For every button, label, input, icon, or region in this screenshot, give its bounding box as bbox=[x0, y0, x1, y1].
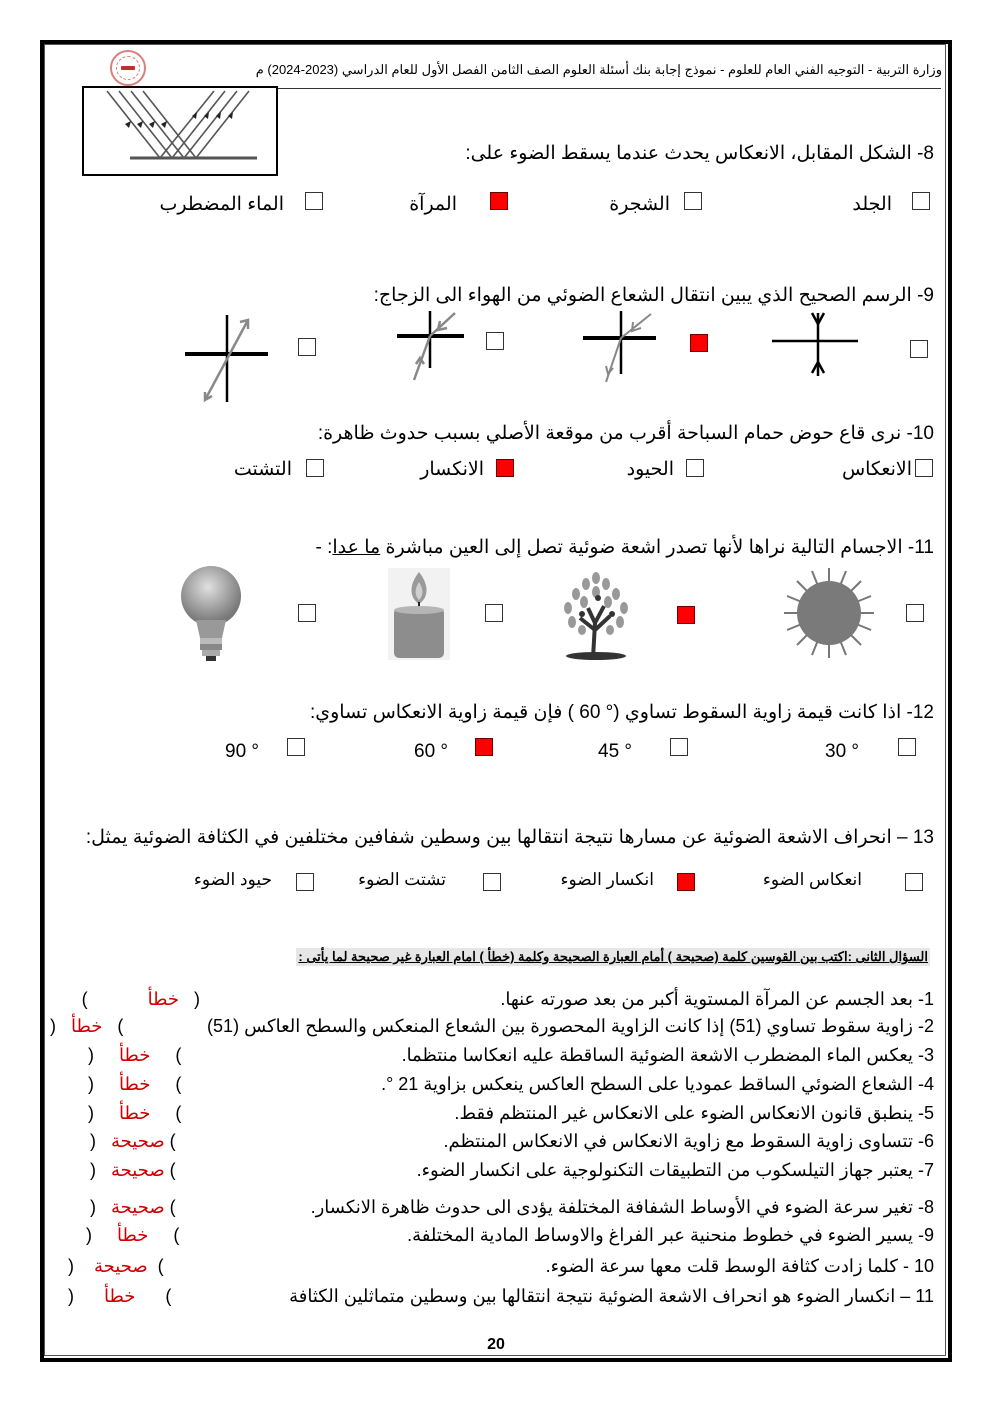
question-10-text: 10- نرى قاع حوض حمام السباحة أقرب من موقعة الأصلي بسبب حدوث ظاهرة: bbox=[317, 423, 934, 444]
header-title: وزارة التربية - التوجيه الفني العام للعلوم - نموذج إجابة بنك أسئلة العلوم الصف الثامن الفصل الأول للعام الدراسي (2023-2024) م bbox=[255, 62, 942, 77]
q12-option-1-checkbox[interactable] bbox=[898, 738, 916, 756]
statement-5-answer: ) خطأ ( bbox=[88, 1103, 182, 1123]
statement-2-answer: ) خطأ ( bbox=[50, 1016, 124, 1036]
ministry-seal-icon bbox=[110, 50, 146, 86]
statement-7: 7- يعتبر جهاز التيلسكوب من التطبيقات التكنولوجية على انكسار الضوء. bbox=[416, 1160, 934, 1180]
q8-option-2-label: الشجرة bbox=[609, 194, 670, 215]
q10-option-2-label: الحيود bbox=[626, 459, 674, 480]
statement-6-answer: ) صحيحة ( bbox=[90, 1131, 176, 1151]
q13-option-1-label: انعكاس الضوء bbox=[762, 870, 862, 889]
diagram-option-2-icon bbox=[392, 306, 482, 386]
question-11-end: : - bbox=[315, 537, 333, 558]
question-8-text: 8- الشكل المقابل، الانعكاس يحدث عندما يسقط الضوء على: bbox=[465, 143, 934, 164]
q12-option-3-checkbox[interactable] bbox=[475, 738, 493, 756]
statement-1-answer: ( خطأ ) bbox=[81, 989, 200, 1009]
question-9-text: 9- الرسم الصحيح الذي يبين انتقال الشعاع الضوئي من الهواء الى الزجاج: bbox=[373, 285, 934, 306]
q12-option-4-checkbox[interactable] bbox=[287, 738, 305, 756]
question-11-main: 11- الاجسام التالية نراها لأنها تصدر اشعة ضوئية تصل إلى العين مباشرة bbox=[380, 537, 934, 558]
question-11-text bbox=[315, 536, 934, 559]
q13-option-2-label: انكسار الضوء bbox=[560, 870, 654, 889]
q8-option-1-label: الجلد bbox=[852, 194, 892, 215]
q10-option-1-checkbox[interactable] bbox=[915, 459, 933, 477]
q11-option-1-checkbox[interactable] bbox=[906, 604, 924, 622]
question-13-text: 13 – انحراف الاشعة الضوئية عن مسارها نتيجة انتقالها بين وسطين شفافين مختلفين في الكثافة الضوئية يمثل: bbox=[85, 827, 934, 848]
statement-5: 5- ينطبق قانون الانعكاس الضوء على الانعكاس غير المنتظم فقط. bbox=[454, 1103, 934, 1123]
statement-8-answer: ) صحيحة ( bbox=[90, 1197, 176, 1217]
candle-icon bbox=[388, 568, 450, 660]
q13-option-3-label: تشتت الضوء bbox=[358, 870, 446, 889]
diagram-option-1-icon bbox=[180, 310, 270, 405]
reflection-rays-diagram bbox=[82, 86, 278, 176]
statement-10: 10 - كلما زادت كثافة الوسط قلت معها سرعة الضوء. bbox=[545, 1256, 934, 1276]
statement-11: 11 – انكسار الضوء هو انحراف الاشعة الضوئية نتيجة انتقالها بين وسطين متماثلين الكثافة bbox=[289, 1286, 934, 1306]
diagram-option-3-icon bbox=[578, 306, 668, 386]
tree-icon bbox=[558, 568, 634, 660]
q9-option-1-checkbox[interactable] bbox=[910, 340, 928, 358]
q9-option-2-checkbox[interactable] bbox=[690, 334, 708, 352]
q12-option-3-label: 60 ° bbox=[414, 741, 449, 762]
q10-option-3-checkbox[interactable] bbox=[496, 459, 514, 477]
q10-option-2-checkbox[interactable] bbox=[686, 459, 704, 477]
q13-option-3-checkbox[interactable] bbox=[483, 873, 501, 891]
q10-option-4-checkbox[interactable] bbox=[306, 459, 324, 477]
statement-9: 9- يسير الضوء في خطوط منحنية عبر الفراغ والاوساط المادية المختلفة. bbox=[407, 1225, 934, 1245]
statement-11-answer: ) خطأ ( bbox=[68, 1286, 172, 1306]
q13-option-4-label: حيود الضوء bbox=[193, 870, 272, 889]
statement-3-answer: ) خطأ ( bbox=[88, 1045, 182, 1065]
q8-option-3-checkbox[interactable] bbox=[490, 192, 508, 210]
light-bulb-icon bbox=[178, 566, 244, 662]
q13-option-2-checkbox[interactable] bbox=[677, 873, 695, 891]
q8-option-4-label: الماء المضطرب bbox=[159, 194, 284, 215]
q8-option-1-checkbox[interactable] bbox=[912, 192, 930, 210]
statement-4: 4- الشعاع الضوئي الساقط عموديا على السطح العاكس ينعكس بزاوية 21 °. bbox=[381, 1074, 934, 1094]
sun-icon bbox=[782, 566, 876, 660]
statement-9-answer: ) خطأ ( bbox=[86, 1225, 180, 1245]
q13-option-1-checkbox[interactable] bbox=[905, 873, 923, 891]
statement-6: 6- تتساوى زاوية السقوط مع زاوية الانعكاس في الانعكاس المنتظم. bbox=[443, 1131, 934, 1151]
q12-option-2-label: 45 ° bbox=[598, 741, 633, 762]
statement-4-answer: ) خطأ ( bbox=[88, 1074, 182, 1094]
page-number: 20 bbox=[487, 1336, 505, 1353]
q10-option-1-label: الانعكاس bbox=[841, 459, 912, 480]
q13-option-4-checkbox[interactable] bbox=[296, 873, 314, 891]
q12-option-1-label: 30 ° bbox=[825, 741, 860, 762]
q10-option-3-label: الانكسار bbox=[420, 459, 484, 480]
statement-1: 1- بعد الجسم عن المرآة المستوية أكبر من بعد صورته عنها. bbox=[500, 989, 934, 1009]
section-2-title: السؤال الثانى :اكتب بين القوسين كلمة (صحيحة ) أمام العبارة الصحيحة وكلمة (خطأ ) امام العبارة غير صحيحة لما يأتى : bbox=[298, 949, 928, 964]
q10-option-4-label: التشتت bbox=[233, 459, 292, 480]
question-11-except: ما عدا bbox=[332, 537, 381, 558]
q8-option-3-label: المرآة bbox=[409, 194, 457, 215]
statement-10-answer: ) صحيحة ( bbox=[68, 1256, 164, 1276]
q11-option-3-checkbox[interactable] bbox=[485, 604, 503, 622]
q11-option-2-checkbox[interactable] bbox=[677, 606, 695, 624]
q9-option-3-checkbox[interactable] bbox=[486, 332, 504, 350]
question-12-text: 12- اذا كانت قيمة زاوية السقوط تساوي (° 60 ) فإن قيمة زاوية الانعكاس تساوي: bbox=[309, 702, 934, 723]
statement-7-answer: ) صحيحة ( bbox=[90, 1160, 176, 1180]
statement-3: 3- يعكس الماء المضطرب الاشعة الضوئية الساقطة عليه انعكاسا منتظما. bbox=[401, 1045, 934, 1065]
diagram-option-4-icon bbox=[770, 308, 860, 383]
q12-option-2-checkbox[interactable] bbox=[670, 738, 688, 756]
q11-option-4-checkbox[interactable] bbox=[298, 604, 316, 622]
statement-8: 8- تغير سرعة الضوء في الأوساط الشفافة المختلفة يؤدى الى حدوث ظاهرة الانكسار. bbox=[310, 1197, 934, 1217]
statement-2: 2- زاوية سقوط تساوي (51) إذا كانت الزاوية المحصورة بين الشعاع المنعكس والسطح العاكس (51) bbox=[207, 1016, 934, 1036]
q12-option-4-label: 90 ° bbox=[225, 741, 260, 762]
q9-option-4-checkbox[interactable] bbox=[298, 338, 316, 356]
q8-option-4-checkbox[interactable] bbox=[305, 192, 323, 210]
q8-option-2-checkbox[interactable] bbox=[684, 192, 702, 210]
